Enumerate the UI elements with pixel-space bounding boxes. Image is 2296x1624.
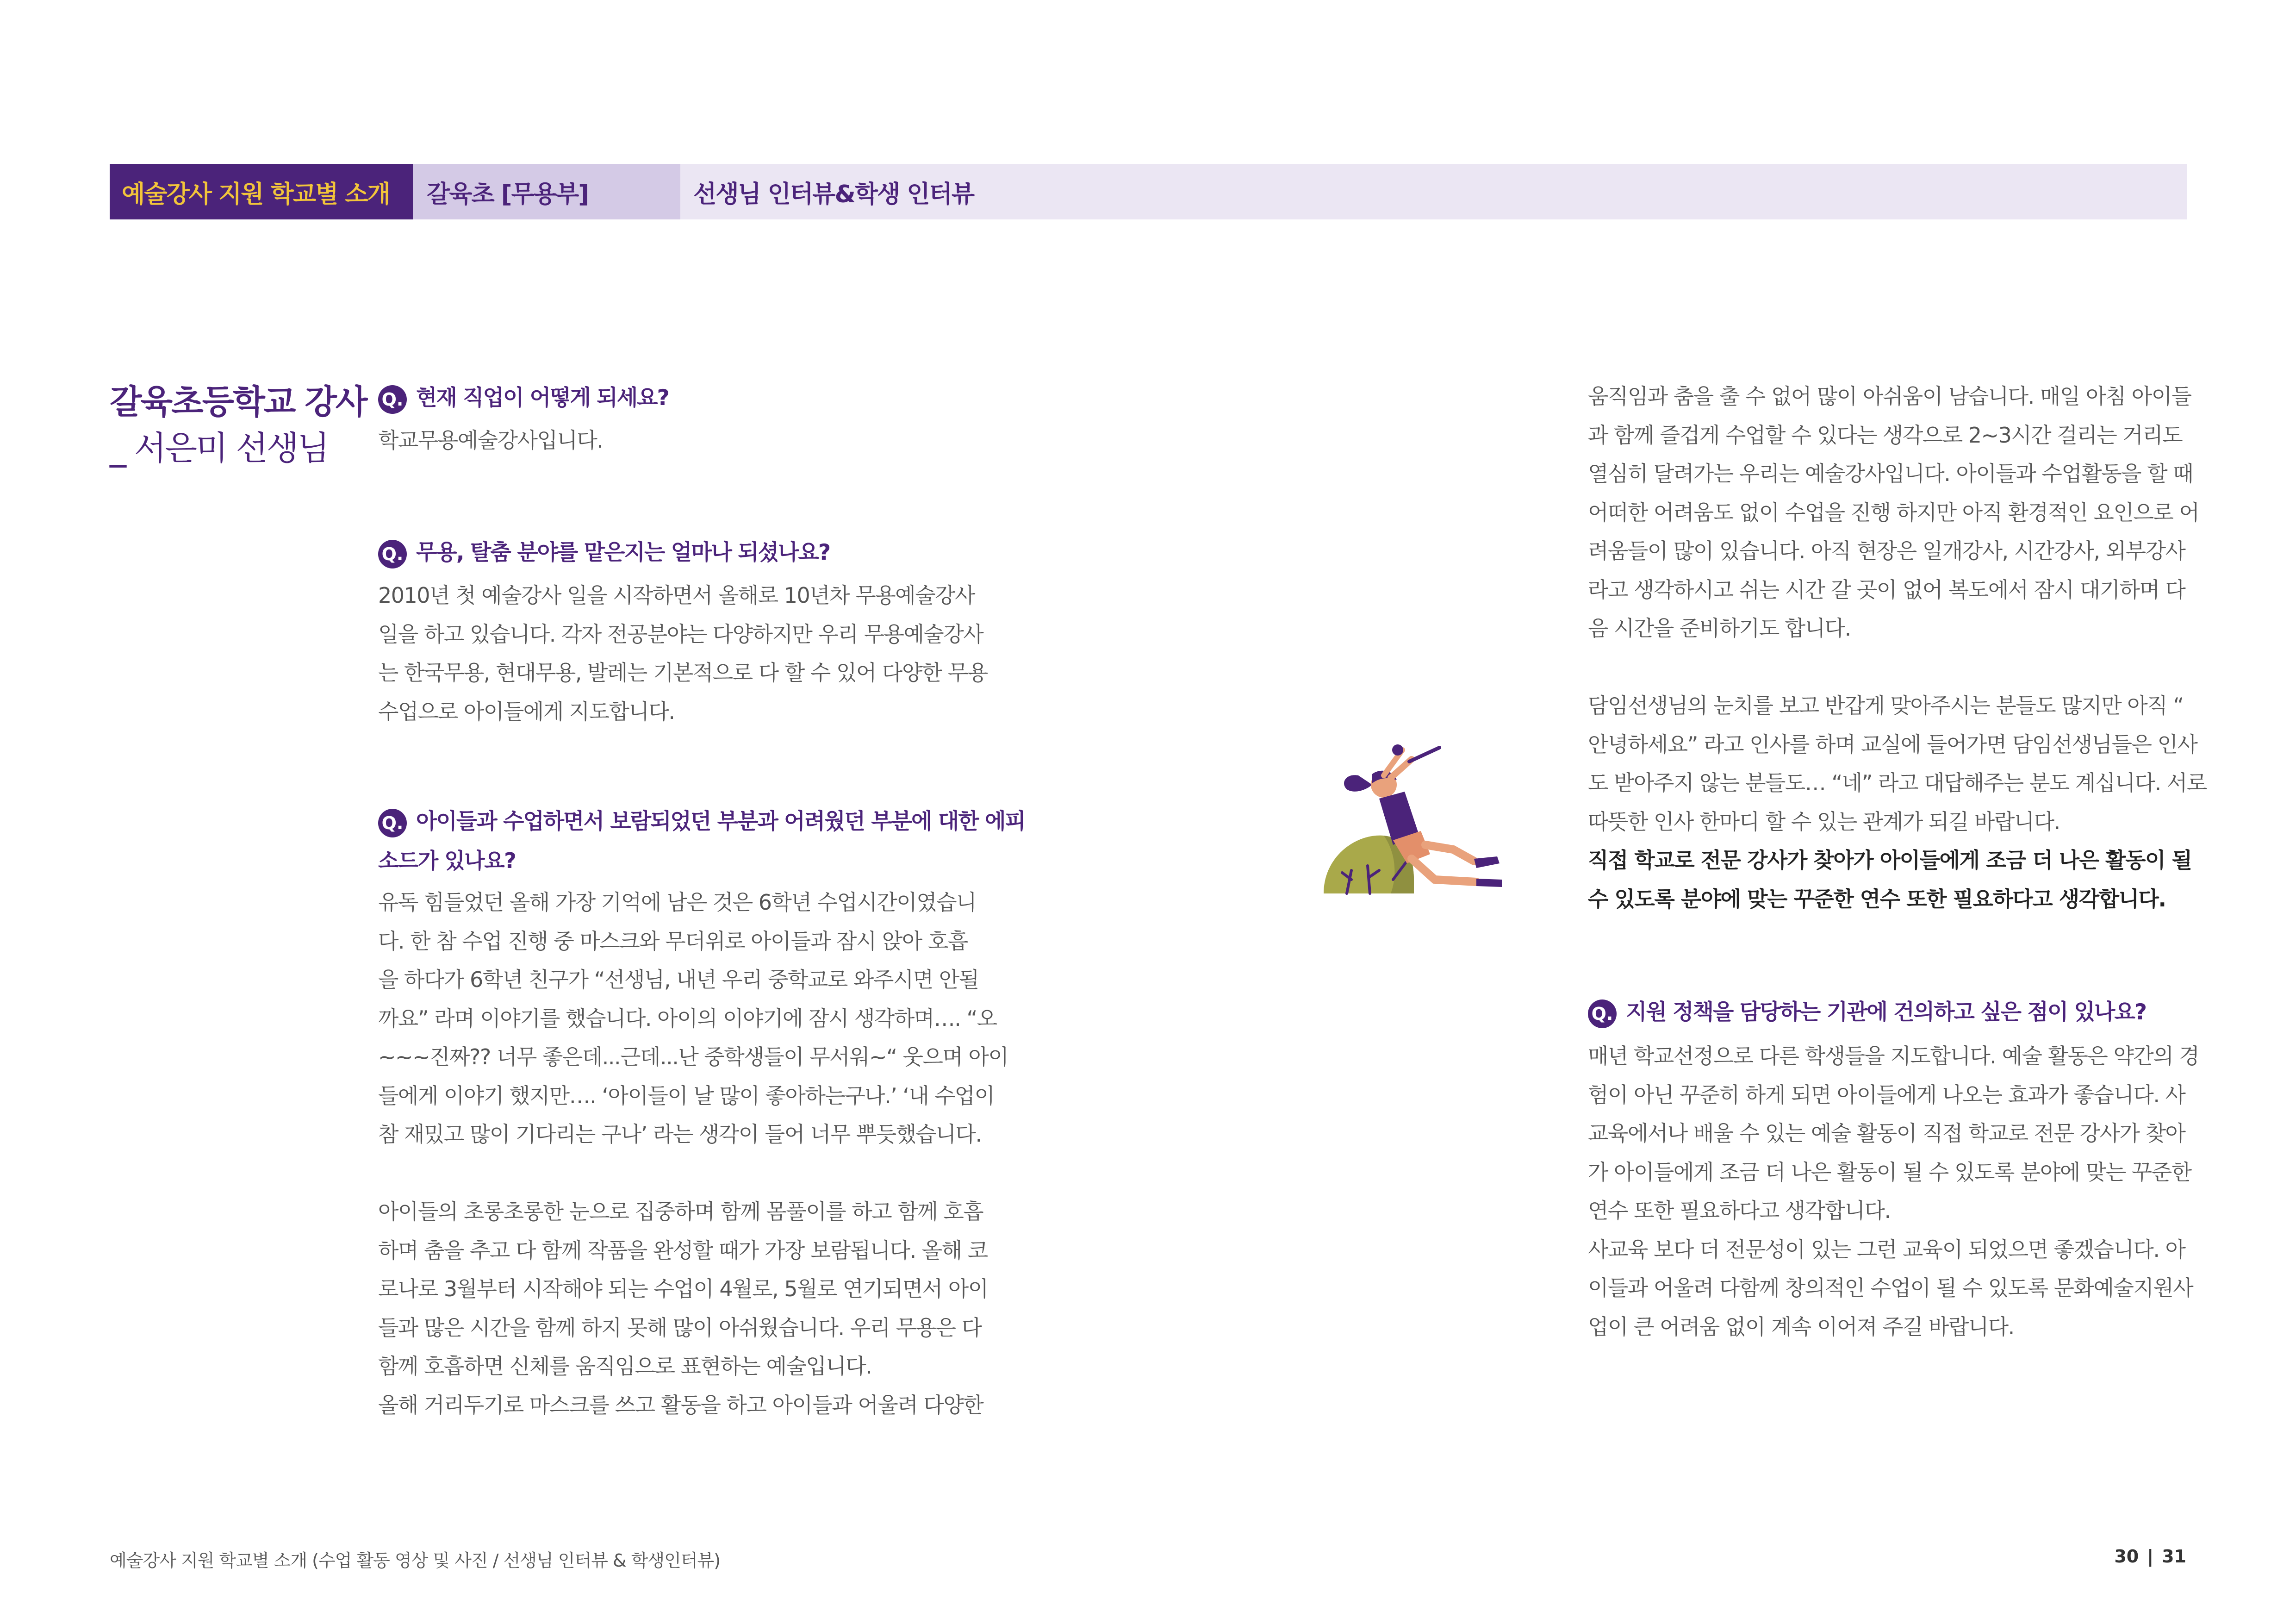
question-text: 무용, 탈춤 분야를 맡은지는 얼마나 되셨나요? [416, 540, 830, 565]
answer-line: 따뜻한 인사 한마디 할 수 있는 관계가 되길 바랍니다. [1588, 809, 2060, 834]
dancer-hair [1344, 775, 1372, 792]
answer-line: 참 재밌고 많이 기다리는 구나’ 라는 생각이 들어 너무 뿌듯했습니다. [378, 1122, 982, 1147]
answer-line: 올해 거리두기로 마스크를 쓰고 활동을 하고 아이들과 어울려 다양한 [378, 1392, 983, 1418]
answer-line: 어떠한 어려움도 없이 수업을 진행 하지만 아직 환경적인 요인으로 어 [1588, 500, 2199, 525]
answer-line: 가 아이들에게 조금 더 나은 활동이 될 수 있도록 분야에 맞는 꾸준한 [1588, 1159, 2191, 1185]
q-badge-icon: Q. [378, 540, 407, 568]
answer-line: 들과 많은 시간을 함께 하지 못해 많이 아쉬웠습니다. 우리 무용은 다 [378, 1315, 982, 1340]
answer-line: 라고 생각하시고 쉬는 시간 갈 곳이 없어 복도에서 잠시 대기하며 다 [1588, 577, 2185, 602]
answer-line: 안녕하세요” 라고 인사를 하며 교실에 들어가면 담임선생님들은 인사 [1588, 731, 2197, 757]
question-3-continued [378, 842, 516, 881]
answer-line: 는 한국무용, 현대무용, 발레는 기본적으로 다 할 수 있어 다양한 무용 [378, 660, 988, 685]
question-2 [378, 539, 830, 572]
answer-line: 들에게 이야기 했지만…. ‘아이들이 날 많이 좋아하는구나.’ ‘내 수업이 [378, 1083, 995, 1108]
answer-line: 업이 큰 어려움 없이 계속 이어져 주길 바랍니다. [1588, 1314, 2014, 1339]
answer-line: 함께 호흡하면 신체를 움직임으로 표현하는 예술입니다. [378, 1354, 872, 1379]
question-3 [378, 808, 1025, 841]
q-badge-icon: Q. [1588, 999, 1617, 1028]
answer-line: 다. 한 참 수업 진행 중 마스크와 무더위로 아이들과 잠시 앉아 호흡 [378, 928, 968, 954]
answer-line: 과 함께 즐겁게 수업할 수 있다는 생각으로 2~3시간 걸리는 거리도 [1588, 422, 2183, 448]
answer-2 [378, 576, 988, 731]
footer-caption: 예술강사 지원 학교별 소개 (수업 활동 영상 및 사진 / 선생님 인터뷰 & 학생인터뷰) [110, 1550, 721, 1571]
question-4 [1588, 999, 2146, 1032]
question-text: 현재 직업이 어떻게 되세요? [416, 385, 669, 411]
answer-3-part-2 [378, 1193, 988, 1424]
q-badge-icon: Q. [378, 809, 407, 837]
header-school-name: 갈육초 [무용부] [413, 164, 680, 219]
header-section-title: 예술강사 지원 학교별 소개 [110, 164, 413, 219]
answer-line: 연수 또한 필요하다고 생각합니다. [1588, 1198, 1891, 1223]
answer-line: 수업으로 아이들에게 지도합니다. [378, 699, 675, 724]
answer-3-continued [1588, 377, 2199, 648]
answer-line: 수 있도록 분야에 맞는 꾸준한 연수 또한 필요하다고 생각합니다. [1588, 886, 2166, 912]
answer-line: 학교무용예술강사입니다. [378, 428, 603, 453]
answer-3-continued-2 [1588, 687, 2207, 841]
answer-line: 려움들이 많이 있습니다. 아직 현장은 일개강사, 시간강사, 외부강사 [1588, 538, 2185, 563]
answer-line: 직접 학교로 전문 강사가 찾아가 아이들에게 조금 더 나은 활동이 될 [1588, 848, 2192, 873]
dancer-illustration [1314, 741, 1527, 907]
answer-line: 2010년 첫 예술강사 일을 시작하면서 올해로 10년차 무용예술강사 [378, 583, 975, 608]
answer-line: 움직임과 춤을 출 수 없어 많이 아쉬움이 남습니다. 매일 아침 아이들 [1588, 384, 2191, 409]
teacher-name: _ 서은미 선생님 [110, 429, 329, 468]
answer-3 [378, 883, 1008, 1154]
question-line: 소드가 있나요? [378, 848, 516, 873]
answer-line: 도 받아주지 않는 분들도… “네” 라고 대답해주는 분도 계십니다. 서로 [1588, 770, 2207, 795]
page-numbers [2114, 1546, 2186, 1567]
answer-line: 사교육 보다 더 전문성이 있는 그런 교육이 되었으면 좋겠습니다. 아 [1588, 1237, 2185, 1262]
question-text: 지원 정책을 담당하는 기관에 건의하고 싶은 점이 있나요? [1626, 999, 2147, 1025]
answer-line: 음 시간을 준비하기도 합니다. [1588, 616, 1851, 641]
answer-line: 매년 학교선정으로 다른 학생들을 지도합니다. 예술 활동은 약간의 경 [1588, 1043, 2199, 1068]
question-text [416, 802, 1025, 841]
answer-line: 험이 아닌 꾸준히 하게 되면 아이들에게 나오는 효과가 좋습니다. 사 [1588, 1082, 2185, 1107]
q-badge-icon: Q. [378, 385, 407, 414]
dancer-leg-2 [1412, 859, 1476, 882]
answer-line: 까요” 라며 이야기를 했습니다. 아이의 이야기에 잠시 생각하며…. “오 [378, 1006, 997, 1031]
answer-line: 로나로 3월부터 시작해야 되는 수업이 4월로, 5월로 연기되면서 아이 [378, 1276, 988, 1301]
answer-line: 아이들의 초롱초롱한 눈으로 집중하며 함께 몸풀이를 하고 함께 호흡 [378, 1199, 983, 1224]
school-instructor-title: 갈육초등학교 강사 [110, 382, 367, 421]
section-header-bar [110, 164, 2187, 219]
page-separator: | [2147, 1546, 2154, 1567]
page-number-left: 30 [2114, 1546, 2139, 1567]
answer-line: ~~~진짜?? 너무 좋은데...근데...난 중학생들이 무서워~“ 웃으며 아이 [378, 1044, 1008, 1069]
answer-line: 일을 하고 있습니다. 각자 전공분야는 다양하지만 우리 무용예술강사 [378, 621, 983, 647]
answer-4 [1588, 1037, 2199, 1346]
question-line: 아이들과 수업하면서 보람되었던 부분과 어려웠던 부분에 대한 에피 [416, 809, 1025, 834]
answer-3-emphasis [1588, 841, 2191, 918]
header-topic: 선생님 인터뷰&학생 인터뷰 [680, 164, 2187, 219]
answer-line: 담임선생님의 눈치를 보고 반갑게 맞아주시는 분들도 많지만 아직 “ [1588, 693, 2184, 718]
answer-1 [378, 421, 603, 460]
answer-line: 하며 춤을 추고 다 함께 작품을 완성할 때가 가장 보람됩니다. 올해 코 [378, 1237, 988, 1263]
answer-line: 교육에서나 배울 수 있는 예술 활동이 직접 학교로 전문 강사가 찾아 [1588, 1121, 2185, 1146]
dancer-leg-1 [1425, 845, 1474, 861]
question-1 [378, 384, 669, 418]
page-number-right: 31 [2162, 1546, 2186, 1567]
answer-line: 이들과 어울려 다함께 창의적인 수업이 될 수 있도록 문화예술지원사 [1588, 1275, 2193, 1300]
answer-line: 열심히 달려가는 우리는 예술강사입니다. 아이들과 수업활동을 할 때 [1588, 461, 2193, 486]
answer-line: 을 하다가 6학년 친구가 “선생님, 내년 우리 중학교로 와주시면 안될 [378, 967, 979, 992]
answer-line: 유독 힘들었던 올해 가장 기억에 남은 것은 6학년 수업시간이였습니 [378, 890, 977, 915]
